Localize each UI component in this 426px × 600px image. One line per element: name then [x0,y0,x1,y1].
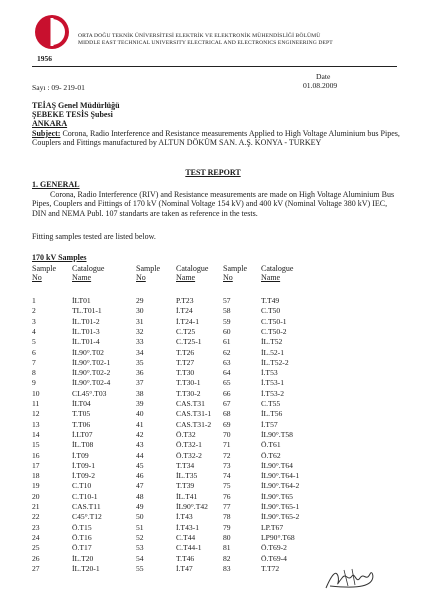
sample-no-cell: 32 [136,326,144,336]
catalogue-name-header [176,264,208,282]
catalogue-name-cell: İL90°.T42 [176,502,208,511]
reference-number: Sayı : 09- 219-01 [32,83,85,92]
catalogue-name-cell: İ.T09 [72,450,89,460]
sample-no-cell: 65 [223,378,231,388]
catalogue-name-cell: Ö.T16 [72,532,92,542]
header-sample: Sample [223,264,247,273]
catalogue-name-cell: İL90°.T02-1 [72,357,111,367]
header-name: Name [261,273,281,282]
catalogue-name-cell: Ö.T32 [176,429,196,439]
sample-no-cell: 71 [223,440,231,450]
header-name: Name [72,273,92,282]
catalogue-name-cell: CAS.T31-2 [176,419,212,429]
catalogue-name-cell: C.T44-1 [176,543,202,553]
header-no: No [136,273,146,282]
sample-no-cell: 31 [136,316,144,326]
subject-label: Subject: [32,129,61,138]
catalogue-name-cell: T.T27 [176,357,195,367]
sample-no-cell: 1 [32,296,36,305]
catalogue-name-cell: İL90°.T65-2 [261,512,300,522]
sample-no-cell: 43 [136,440,144,450]
catalogue-name-cell: İL.T41 [176,491,198,501]
sample-no-cell: 22 [32,512,40,522]
sample-no-header [32,264,56,282]
sample-no-cell: 51 [136,522,144,532]
sample-no-cell: 55 [136,563,144,573]
sample-no-cell: 3 [32,316,36,326]
sample-no-cell: 53 [136,543,144,553]
catalogue-name-cell: C.T25-1 [176,337,202,347]
sample-no-cell: 81 [223,543,231,553]
catalogue-name-cell: T.T39 [176,481,195,491]
catalogue-name-cell: İL90°.T65-1 [261,502,300,511]
catalogue-name-cell: İ.T53-2 [261,388,284,398]
catalogue-name-cell: İL.T20-1 [72,563,100,573]
sample-no-cell: 60 [223,326,231,336]
sample-no-cell: 12 [32,409,40,419]
catalogue-name-cell: İ.LT07 [72,429,93,439]
recipient-line-2: ŞEBEKE TESİS Şubesi [32,110,113,119]
metu-logo [33,13,71,51]
sample-no-cell: 47 [136,481,144,491]
sample-no-cell: 23 [32,522,40,532]
sample-no-header [136,264,160,282]
sample-no-cell: 45 [136,460,144,470]
sample-no-cell: 63 [223,357,231,367]
catalogue-name-cell: C.T10-1 [72,491,98,501]
sample-no-cell: 9 [32,378,36,388]
sample-no-cell: 41 [136,419,144,429]
catalogue-name-cell: İL90°.T65 [261,491,293,501]
catalogue-name-cell: T.T34 [176,460,195,470]
sample-no-cell: 72 [223,450,231,460]
sample-no-cell: 24 [32,532,40,542]
catalogue-name-cell: İL90°.T02-4 [72,378,111,388]
sample-no-cell: 75 [223,481,231,491]
sample-no-cell: 69 [223,419,231,429]
general-paragraph: Corona, Radio Interference (RIV) and Resistance measurements are made on High Voltage Aluminium Bus Pipes, Couplers and Fittings of 170 kV (Nominal Voltage 154 kV) and 400 kV (Nominal Voltage 380 kV) IEC, DIN and NEMA Publ. 107 standarts are taken as reference in the tests. [32,190,395,218]
sample-no-cell: 42 [136,429,144,439]
catalogue-name-cell: T.T05 [72,409,91,419]
subject [32,129,402,148]
recipient-line-1: TEİAŞ Genel Müdürlüğü [32,101,120,110]
sample-no-cell: 20 [32,491,40,501]
catalogue-name-cell: İLT01 [72,296,91,305]
sample-no-cell: 17 [32,460,40,470]
catalogue-name-cell: T.T72 [261,563,280,573]
samples-heading: 170 kV Samples [32,253,87,262]
sample-no-cell: 76 [223,491,231,501]
sample-no-cell: 36 [136,368,144,378]
sample-no-cell: 13 [32,419,40,429]
sample-no-cell: 6 [32,347,36,357]
header-divider [32,66,397,67]
catalogue-name-cell: Ö.T69-4 [261,553,287,563]
catalogue-name-cell: İLT04 [72,399,91,408]
catalogue-name-cell: CAS.T31-1 [176,409,212,419]
catalogue-name-cell: İ.T24 [176,306,193,316]
catalogue-name-cell: Ö.T62 [261,450,281,460]
sample-no-cell: 67 [223,399,231,408]
header-no: No [32,273,42,282]
sample-no-cell: 11 [32,399,40,408]
catalogue-name-cell: İL.T56 [261,409,283,419]
catalogue-name-cell: İL90°.T02 [72,347,104,357]
header-sample: Sample [136,264,160,273]
catalogue-name-header [72,264,104,282]
sample-no-cell: 62 [223,347,231,357]
sample-no-cell: 16 [32,450,40,460]
sample-no-cell: 77 [223,502,231,511]
sample-no-cell: 79 [223,522,231,532]
sample-no-cell: 19 [32,481,40,491]
catalogue-name-cell: İ.T09-1 [72,460,95,470]
catalogue-name-cell: C45°.T12 [72,512,102,522]
catalogue-name-cell: Ö.T69-2 [261,543,287,553]
sample-no-cell: 34 [136,347,144,357]
sample-no-cell: 33 [136,337,144,347]
catalogue-name-cell: LP.T67 [261,522,284,532]
sample-no-cell: 44 [136,450,144,460]
catalogue-name-cell: T.T49 [261,296,280,305]
catalogue-name-cell: İL.T01-4 [72,337,100,347]
founding-year: 1956 [37,54,52,63]
catalogue-name-cell: C.T50 [261,306,281,316]
sample-no-cell: 78 [223,512,231,522]
catalogue-name-cell: İL90°.T02-2 [72,368,111,378]
header-catalogue: Catalogue [72,264,105,273]
catalogue-name-cell: Ö.T32-1 [176,440,202,450]
header-catalogue: Catalogue [261,264,294,273]
sample-no-cell: 29 [136,296,144,305]
sample-no-cell: 83 [223,563,231,573]
catalogue-name-cell: C.T10 [72,481,92,491]
signature [322,566,382,592]
sample-no-cell: 52 [136,532,144,542]
catalogue-name-cell: İL90°.T64-1 [261,471,300,481]
catalogue-name-cell: Ö.T17 [72,543,92,553]
sample-no-cell: 25 [32,543,40,553]
catalogue-name-cell: İL.52-1 [261,347,284,357]
header-sample: Sample [32,264,56,273]
sample-no-cell: 58 [223,306,231,316]
sample-no-cell: 66 [223,388,231,398]
sample-no-cell: 48 [136,491,144,501]
catalogue-name-cell: CAS.T31 [176,399,205,408]
catalogue-name-cell: T.T46 [176,553,195,563]
catalogue-name-cell: İL.T52-2 [261,357,289,367]
sample-no-cell: 59 [223,316,231,326]
sample-no-cell: 57 [223,296,231,305]
catalogue-name-cell: İL90°.T58 [261,429,293,439]
catalogue-name-cell: C.T50-2 [261,326,287,336]
catalogue-name-cell: İL.T01-3 [72,326,100,336]
sample-no-cell: 14 [32,429,40,439]
subject-text: Corona, Radio Interference and Resistance measurements Applied to High Voltage Aluminium bus Pipes, Couplers and Fittings manufactured by ALTUN DÖKÜM SAN. A.Ş. KONYA - TURKEY [32,129,400,148]
sample-no-cell: 74 [223,471,231,481]
catalogue-name-cell: LP90°.T68 [261,532,295,542]
catalogue-name-cell: C.T55 [261,399,281,408]
sample-no-cell: 73 [223,460,231,470]
sample-no-cell: 15 [32,440,40,450]
fitting-note: Fitting samples tested are listed below. [32,232,156,241]
catalogue-name-cell: T.T30-2 [176,388,201,398]
catalogue-name-cell: T.T30-1 [176,378,201,388]
sample-no-cell: 30 [136,306,144,316]
catalogue-name-cell: C.T50-1 [261,316,287,326]
sample-no-cell: 46 [136,471,144,481]
catalogue-name-cell: T.T06 [72,419,91,429]
dept-name-tr: ORTA DOĞU TEKNİK ÜNİVERSİTESİ ELEKTRİK VE ELEKTRONİK MÜHENDİSLİĞİ BÖLÜMÜ [78,33,321,39]
sample-no-cell: 7 [32,357,36,367]
sample-no-cell: 10 [32,388,40,398]
catalogue-name-header [261,264,293,282]
catalogue-name-cell: İ.T24-1 [176,316,199,326]
catalogue-name-cell: İL90°.T64 [261,460,293,470]
catalogue-name-cell: İL.T35 [176,471,198,481]
sample-no-cell: 4 [32,326,36,336]
sample-no-cell: 50 [136,512,144,522]
catalogue-name-cell: CAS.T11 [72,502,101,511]
catalogue-name-cell: İ.T47 [176,563,193,573]
catalogue-name-cell: İ.T43 [176,512,193,522]
sample-no-cell: 38 [136,388,144,398]
catalogue-name-cell: İL.T20 [72,553,94,563]
catalogue-name-cell: İL.T52 [261,337,283,347]
sample-no-cell: 64 [223,368,231,378]
sample-no-cell: 8 [32,368,36,378]
catalogue-name-cell: Ö.T61 [261,440,281,450]
sample-no-cell: 49 [136,502,144,511]
header-name: Name [176,273,196,282]
sample-no-cell: 80 [223,532,231,542]
sample-no-cell: 68 [223,409,231,419]
catalogue-name-cell: Ö.T32-2 [176,450,202,460]
catalogue-name-cell: T.T26 [176,347,195,357]
catalogue-name-cell: TL.T01-1 [72,306,102,316]
sample-no-cell: 61 [223,337,231,347]
header-no: No [223,273,233,282]
catalogue-name-cell: CL45°.T03 [72,388,107,398]
catalogue-name-cell: T.T30 [176,368,195,378]
catalogue-name-cell: İL90°.T64-2 [261,481,300,491]
catalogue-name-cell: İ.T09-2 [72,471,95,481]
sample-no-cell: 40 [136,409,144,419]
sample-no-cell: 2 [32,306,36,316]
sample-no-cell: 26 [32,553,40,563]
section-heading: 1. GENERAL [32,180,80,189]
catalogue-name-cell: İ.T57 [261,419,278,429]
sample-no-cell: 18 [32,471,40,481]
sample-no-cell: 82 [223,553,231,563]
sample-no-cell: 54 [136,553,144,563]
sample-no-cell: 5 [32,337,36,347]
catalogue-name-cell: Ö.T15 [72,522,92,532]
catalogue-name-cell: P.T23 [176,296,194,305]
catalogue-name-cell: C.T44 [176,532,196,542]
catalogue-name-cell: C.T25 [176,326,196,336]
sample-no-cell: 37 [136,378,144,388]
catalogue-name-cell: İ.T43-1 [176,522,199,532]
catalogue-name-cell: İL.T01-2 [72,316,100,326]
sample-no-header [223,264,247,282]
catalogue-name-cell: İ.T53 [261,368,278,378]
date-value: 01.08.2009 [303,81,338,90]
dept-name-en: MIDDLE EAST TECHNICAL UNIVERSITY ELECTRICAL AND ELECTRONICS ENGINEERING DEPT [78,40,333,46]
catalogue-name-cell: İL.T08 [72,440,94,450]
report-title: TEST REPORT [185,168,241,177]
date-label: Date [316,72,331,81]
sample-no-cell: 70 [223,429,231,439]
header-catalogue: Catalogue [176,264,209,273]
sample-no-cell: 39 [136,399,144,408]
catalogue-name-cell: İ.T53-1 [261,378,284,388]
recipient-line-3: ANKARA [32,119,68,128]
sample-no-cell: 21 [32,502,40,511]
sample-no-cell: 27 [32,563,40,573]
sample-no-cell: 35 [136,357,144,367]
